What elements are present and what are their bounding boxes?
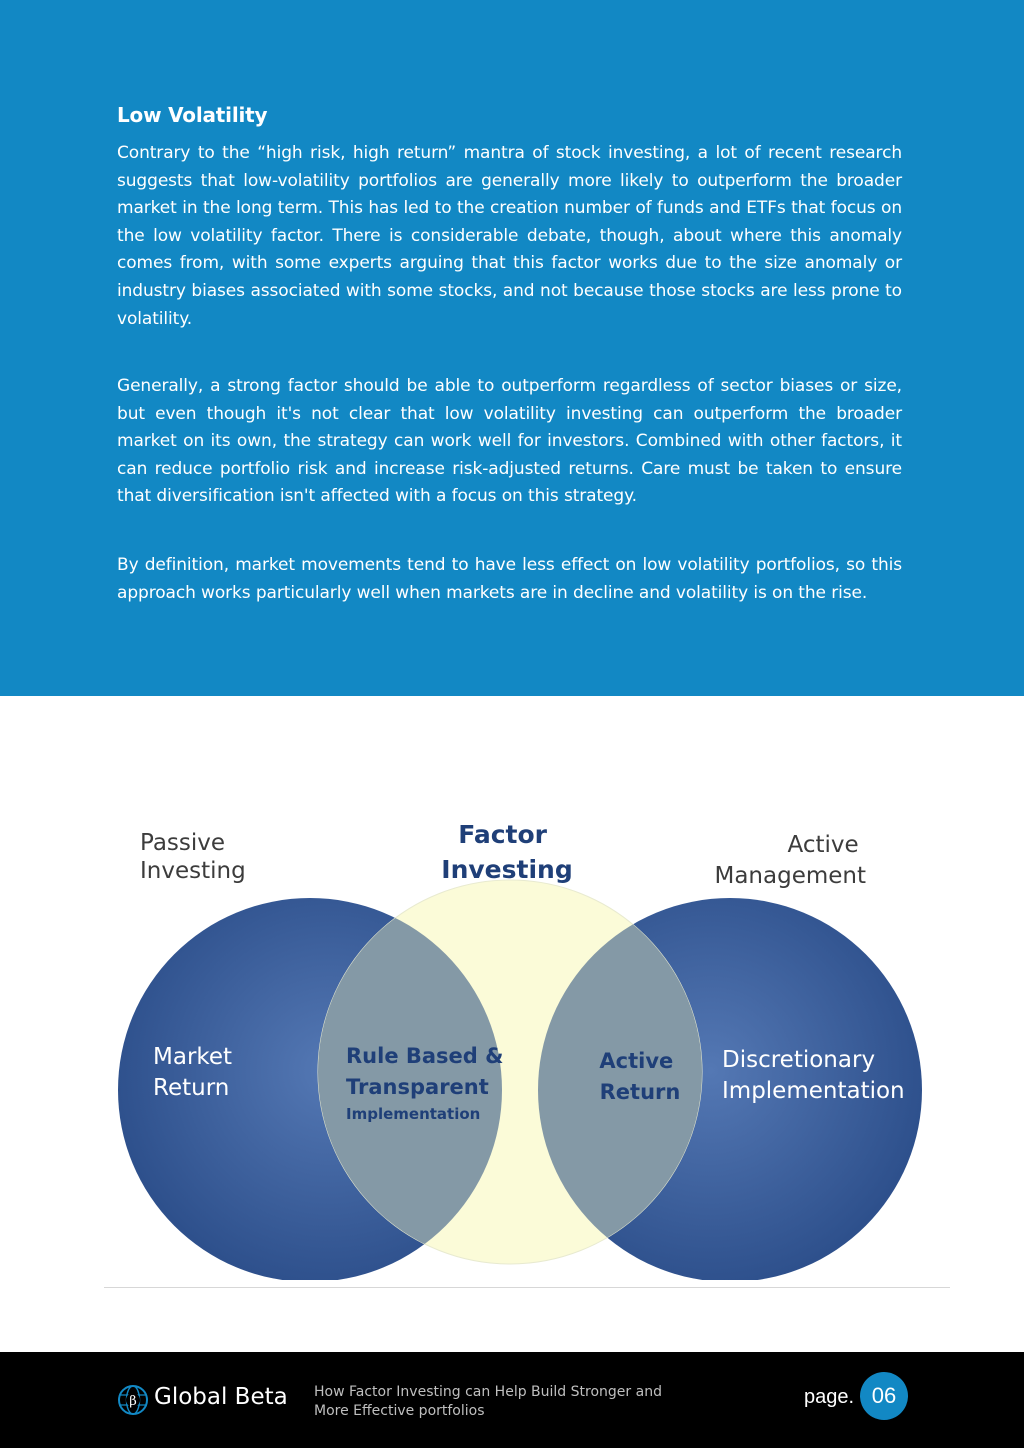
factor-investing-title: Factor Investing (441, 820, 573, 884)
active-return-label: Active Return (599, 1049, 681, 1104)
venn-diagram (100, 800, 940, 1280)
section-heading: Low Volatility (117, 103, 268, 127)
paragraph: Generally, a strong factor should be able to outperform regardless of sector biases or size, but even though it's not clear that low volatility investing can outperform the broader market on its own, the strategy can work well for investors. Combined with other factors, it can reduce portfolio risk and increase risk-adjusted returns. Care must be taken to ensure that diversification isn't affected with a focus on this strategy. (117, 376, 902, 507)
divider (104, 1287, 950, 1288)
page-label: page. (804, 1386, 855, 1408)
document-title-line: How Factor Investing can Help Build Stronger and (314, 1384, 662, 1400)
globe-beta-icon (117, 1384, 149, 1416)
page-number-badge: 06 (860, 1372, 908, 1420)
implementation-sublabel: Implementation (346, 1105, 481, 1123)
passive-investing-title: Passive Investing (140, 830, 246, 884)
discretionary-implementation-label: Discretionary Implementation (722, 1047, 905, 1104)
svg-text:β: β (129, 1394, 137, 1409)
market-return-label: Market Return (153, 1044, 233, 1101)
document-title-line: More Effective portfolios (314, 1403, 485, 1419)
rule-based-label: Rule Based & Transparent (346, 1044, 504, 1099)
document-title (314, 1383, 674, 1421)
paragraph: By definition, market movements tend to have less effect on low volatility portfolios, so this approach works particularly well when markets are in decline and volatility is on the rise. (117, 555, 902, 603)
paragraph: Contrary to the “high risk, high return” mantra of stock investing, a lot of recent research suggests that low-volatility portfolios are generally more likely to outperform the broader market in the long term. This has led to the creation number of funds and ETFs that focus on the low volatility factor. There is considerable debate, though, about where this anomaly comes from, with some experts arguing that this factor works due to the size anomaly or industry biases associated with some stocks, and not because those stocks are less prone to volatility. (117, 143, 902, 329)
active-management-title: Active Management (714, 832, 866, 889)
brand-name: Global Beta (154, 1384, 288, 1410)
